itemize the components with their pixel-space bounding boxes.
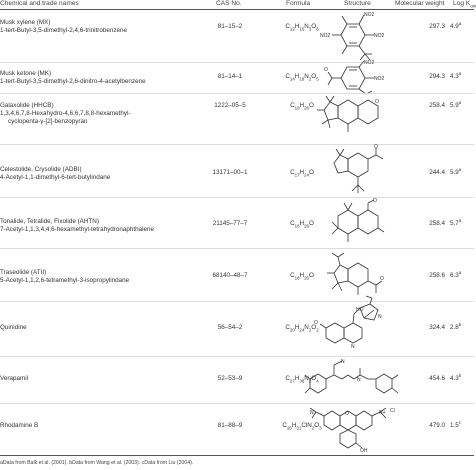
bottom-rule bbox=[0, 455, 474, 456]
cas-number: 52–53–9 bbox=[217, 375, 243, 382]
structure-quinidine bbox=[302, 298, 412, 356]
svg-text:N: N bbox=[378, 314, 382, 320]
structure-traseolide bbox=[302, 249, 412, 301]
iupac-name bbox=[0, 27, 127, 36]
formula: $C_{12}H_{15}N_3O_6$ bbox=[285, 23, 319, 32]
log-kow: 5.9$^a$ bbox=[450, 166, 462, 176]
log-kow: 6.3$^a$ bbox=[450, 269, 462, 279]
svg-text:NO2: NO2 bbox=[374, 76, 385, 82]
svg-text:NO2: NO2 bbox=[364, 60, 375, 66]
header-formula: Formula bbox=[286, 0, 311, 7]
svg-text:O: O bbox=[374, 144, 378, 150]
svg-text:Cl: Cl bbox=[390, 408, 395, 414]
trade-name: Rhodamine B bbox=[0, 422, 39, 429]
table-row bbox=[0, 145, 474, 197]
molecular-weight: 479.0 bbox=[429, 422, 445, 429]
log-kow: 5.7$^a$ bbox=[450, 217, 462, 227]
cas-number: 68140–48–7 bbox=[212, 272, 248, 279]
iupac-name: 7-Acetyl-1,1,3,4,4,6-hexamethyl-tetrahydronaphthalene bbox=[0, 226, 155, 233]
formula: $C_{18}H_{26}O$ bbox=[290, 102, 314, 111]
iupac-name: 1-tert-Butyl-3,5-dimethyl-2,6-dinitro-4-acetylbenzene bbox=[0, 78, 146, 85]
cas-number: 21145–77–7 bbox=[212, 220, 248, 227]
molecular-weight: 324.4 bbox=[429, 324, 445, 331]
log-kow: 4.3$^b$ bbox=[450, 372, 462, 382]
molecular-weight: 244.4 bbox=[429, 169, 445, 176]
table-row bbox=[0, 404, 474, 454]
header-logk: Log $K_{ow}$ bbox=[453, 0, 476, 9]
iupac-name: 4-Acetyl-1,1-dimethyl-6-tert-butylindane bbox=[0, 174, 111, 181]
molecular-weight: 258.4 bbox=[429, 102, 445, 109]
header-structure: Structure bbox=[344, 0, 371, 7]
svg-text:NO2: NO2 bbox=[320, 33, 331, 39]
log-kow: 1.5$^c$ bbox=[450, 419, 461, 429]
molecular-weight: 258.6 bbox=[429, 272, 445, 279]
trade-name: Traseolide (ATII) bbox=[0, 269, 47, 276]
formula: $C_{14}H_{18}N_2O_5$ bbox=[285, 73, 319, 82]
formula: $C_{20}H_{24}N_2O_2$ bbox=[285, 324, 319, 333]
log-kow: 4.3$^a$ bbox=[450, 70, 462, 80]
trade-name: Verapamil bbox=[0, 375, 29, 382]
molecular-weight: 294.3 bbox=[429, 73, 445, 80]
molecular-weight: 297.3 bbox=[429, 23, 445, 30]
table-row bbox=[0, 10, 474, 62]
header-cas: CAS No. bbox=[216, 0, 242, 7]
molecular-weight: 454.6 bbox=[429, 375, 445, 382]
svg-text:O: O bbox=[314, 320, 318, 326]
cas-number: 56–54–2 bbox=[217, 324, 243, 331]
svg-text:OH: OH bbox=[360, 448, 368, 454]
formula: $C_{28}H_{31}ClN_2O_3$ bbox=[282, 422, 322, 431]
log-kow: 2.8$^b$ bbox=[450, 321, 462, 331]
log-kow: 4.9$^a$ bbox=[450, 20, 462, 30]
cas-number: 13171–00–1 bbox=[212, 169, 248, 176]
trade-name: Quinidine bbox=[0, 324, 27, 331]
structure-musk-ketone bbox=[302, 61, 412, 95]
table-row bbox=[0, 94, 474, 144]
table-row bbox=[0, 357, 474, 403]
cas-number: 1222–05–5 bbox=[214, 102, 246, 109]
svg-text:NO2: NO2 bbox=[374, 33, 385, 39]
trade-name: Musk ketone (MK) bbox=[0, 70, 52, 77]
trade-name: Tonalide, Tetralide, Fixolide (AHTN) bbox=[0, 218, 99, 225]
cas-number: 81–88–9 bbox=[217, 422, 243, 429]
structure-tonalide bbox=[302, 198, 412, 248]
svg-text:O: O bbox=[375, 99, 379, 105]
svg-text:N: N bbox=[357, 377, 361, 383]
svg-text:HO: HO bbox=[356, 307, 364, 313]
svg-text:O: O bbox=[345, 411, 349, 417]
table-row bbox=[0, 198, 474, 248]
table-row bbox=[0, 249, 474, 301]
formula: $C_{18}H_{26}O$ bbox=[290, 220, 314, 229]
trade-name: Celestolide, Crysolide (ADBI) bbox=[0, 166, 82, 173]
svg-text:N: N bbox=[341, 359, 345, 365]
log-kow: 5.9$^a$ bbox=[450, 99, 462, 109]
iupac-name-cont: cyclopenta-γ-[2]-benzopyran bbox=[8, 118, 88, 125]
iupac-name: 5-Acetyl-1,1,2,6-tetramethyl-3-isopropylindane bbox=[0, 277, 130, 284]
trade-name: Galaxolide (HHCB) bbox=[0, 102, 54, 109]
table-row bbox=[0, 302, 474, 356]
structure-musk-xylene bbox=[302, 10, 412, 62]
svg-text:NO2: NO2 bbox=[364, 12, 375, 18]
iupac-name: 1,3,4,6,7,8-Hexahydro-4,6,6,7,8,8-hexamethyl- bbox=[0, 110, 131, 117]
structure-celestolide bbox=[302, 145, 412, 197]
header-mw: Molecular weight bbox=[395, 0, 445, 7]
structure-rhodamine-b bbox=[302, 404, 412, 454]
table-row bbox=[0, 60, 474, 93]
svg-text:O: O bbox=[380, 276, 384, 282]
structure-verapamil bbox=[302, 357, 412, 403]
formula: $C_{27}H_{38}N_2O_4$ bbox=[285, 375, 319, 384]
footnote: aData from Balk et al. (2001). bData from Wang et al. (2003). cData from Liu (2004). bbox=[0, 460, 194, 466]
svg-text:O: O bbox=[324, 67, 328, 73]
svg-text:N+: N+ bbox=[379, 410, 386, 416]
structure-galaxolide bbox=[302, 94, 412, 144]
formula: $C_{17}H_{24}O$ bbox=[290, 169, 314, 178]
trade-name: Musk xylene (MX) bbox=[0, 19, 51, 26]
header-name: Chemical and trade names bbox=[0, 0, 79, 7]
molecular-weight: 258.4 bbox=[429, 220, 445, 227]
svg-text:N: N bbox=[310, 410, 314, 416]
cas-number: 81–15–2 bbox=[217, 23, 243, 30]
iupac-text: 1-tert-Butyl-3,5-dimethyl-2,4,6-trinitrobenzene bbox=[0, 27, 128, 34]
svg-text:N: N bbox=[351, 344, 355, 350]
formula: $C_{18}H_{26}O$ bbox=[290, 272, 314, 281]
svg-text:O: O bbox=[373, 198, 377, 204]
cas-number: 81–14–1 bbox=[217, 73, 243, 80]
